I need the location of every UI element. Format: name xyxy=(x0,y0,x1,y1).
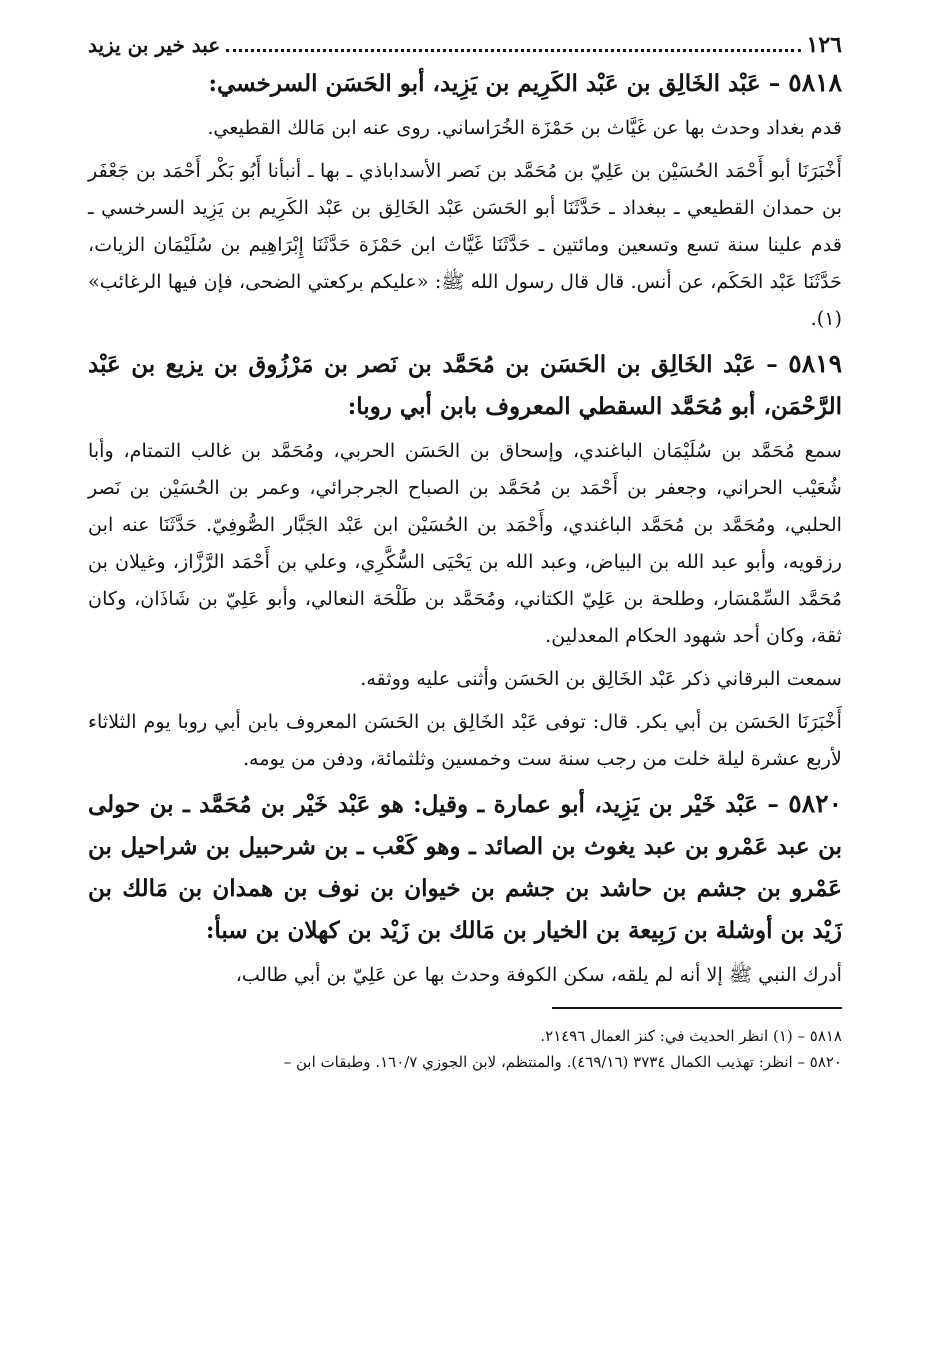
entry-title: عَبْد الخَالِق بن الحَسَن بن مُحَمَّد بن نَصر بن مَرْزُوق بن يزيع بن عَبْد الرَّحْمَن، أبو مُحَمَّد السقطي المعروف بابن أبي روبا: xyxy=(88,351,842,420)
entry-5819 xyxy=(88,343,842,777)
leader-dots xyxy=(226,35,800,52)
entry-heading xyxy=(88,343,842,428)
book-page xyxy=(88,30,842,1075)
footnote-divider xyxy=(552,1007,842,1009)
footnote: ٥٨١٨ – (١) انظر الحديث في: كنز العمال ٢١٤٩٦. xyxy=(540,1027,842,1045)
entry-paragraph: أَخْبَرَنَا أبو أَحْمَد الحُسَيْن بن عَلِيّ بن مُحَمَّد بن نَصر الأسداباذي ـ بها ـ أنبأنا أَبُو بَكْر أَحْمَد بن جَعْفَر بن حمدان القطيعي ـ ببغداد ـ حَدَّثَنَا أبو الحَسَن عَبْد الخَالِق بن عَبْد الكَرِيم بن يَزِيد السرخسي ـ قدم علينا سنة تسع وتسعين ومائتين ـ حَدَّثَنَا غَيَّاث ابن حَمْزَة حَدَّثَنَا إِبْرَاهِيم بن سُلَيْمَان الزيات، حَدَّثَنَا عَبْد الحَكَم، عن أنس. قال قال رسول الله ﷺ: «عليكم بركعتي الضحى، فإن فيها الرغائب» (١). xyxy=(88,159,842,330)
running-header xyxy=(88,30,842,60)
entry-paragraph: أَخْبَرَنَا الحَسَن بن أبي بكر. قال: توفى عَبْد الخَالِق بن الحَسَن المعروف بابن أبي روبا يوم الثلاثاء لأربع عشرة ليلة خلت من رجب سنة ست وخمسين وثلثمائة، ودفن من يومه. xyxy=(88,710,842,770)
entry-dash: – xyxy=(757,791,779,818)
entry-number: ٥٨٢٠ xyxy=(788,789,842,818)
entry-title: عَبْد الخَالِق بن عَبْد الكَرِيم بن يَزِيد، أبو الحَسَن السرخسي: xyxy=(208,70,761,97)
page-number: ١٢٦ xyxy=(806,32,842,58)
footnotes xyxy=(88,1023,842,1075)
entry-heading xyxy=(88,783,842,952)
entry-paragraph: سمع مُحَمَّد بن سُلَيْمَان الباغندي، وإسحاق بن الحَسَن الحربي، ومُحَمَّد بن غالب التمتام، وأبا شُعَيْب الحراني، وجعفر بن أَحْمَد بن مُحَمَّد بن الصباح الجرجرائي، وعمر بن الحُسَيْن بن نَصر الحلبي، ومُحَمَّد بن مُحَمَّد الباغندي، وأَحْمَد بن الحُسَيْن ابن عَبْد الجَبَّار الصُّوفِيّ. حَدَّثَنَا عنه ابن رزقويه، وأبو عبد الله بن البياض، وعبد الله بن يَحْيَى السُّكَّرِي، وعلي بن أَحْمَد الرَّزَّاز، وغيلان بن مُحَمَّد السِّمْسَار، وطلحة بن عَلِيّ الكتاني، ومُحَمَّد بن طَلْحَة النعالي، وأبو عَلِيّ بن شَاذَان، وكان ثقة، وكان أحد شهود الحكام المعدلين. xyxy=(88,439,842,647)
entry-number: ٥٨١٨ xyxy=(788,68,842,97)
footnote: ٥٨٢٠ – انظر: تهذيب الكمال ٣٧٣٤ (٤٦٩/١٦). والمنتظم، لابن الجوزي ١٦٠/٧. وطبقات ابن – xyxy=(283,1053,842,1071)
entry-dash: – xyxy=(755,351,778,378)
entry-paragraph: أدرك النبي ﷺ إلا أنه لم يلقه، سكن الكوفة وحدث بها عن عَلِيّ بن أبي طالب، xyxy=(235,963,842,986)
entry-title: عَبْد خَيْر بن يَزِيد، أبو عمارة ـ وقيل: هو عَبْد خَيْر بن مُحَمَّد ـ بن حولى بن عبد عَمْرو بن عبد يغوث بن الصائد ـ وهو كَعْب ـ بن شرحبيل بن شراحيل بن عَمْرو بن جشم بن حاشد بن جشم بن خيوان بن نوف بن همدان بن مَالك بن زَيْد بن أوشلة بن رَبِيعة بن الخيار بن مَالك بن زَيْد بن كهلان بن سبأ: xyxy=(88,791,842,944)
running-title: عبد خير بن يزيد xyxy=(88,33,221,57)
entry-paragraph: قدم بغداد وحدث بها عن غَيَّاث بن حَمْزَة الخُرَاساني. روى عنه ابن مَالك القطيعي. xyxy=(207,116,842,139)
entry-dash: – xyxy=(760,70,781,97)
entry-5820 xyxy=(88,783,842,993)
entry-number: ٥٨١٩ xyxy=(788,349,843,378)
entry-5818 xyxy=(88,62,842,337)
entry-heading xyxy=(88,62,842,105)
entry-paragraph: سمعت البرقاني ذكر عَبْد الخَالِق بن الحَسَن وأثنى عليه ووثقه. xyxy=(360,667,842,690)
